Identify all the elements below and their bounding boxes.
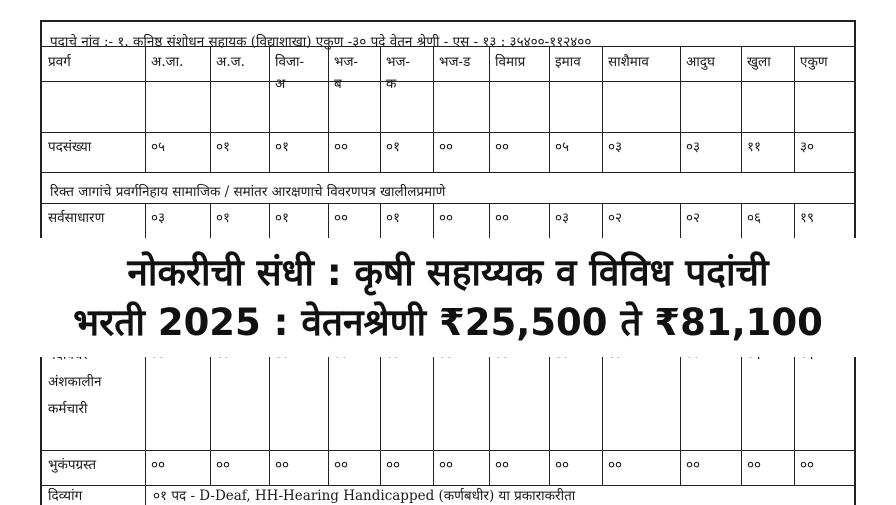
table-cell: ००	[334, 139, 349, 155]
column-header: क	[386, 76, 397, 92]
column-divider	[328, 46, 329, 172]
table-cell: ००	[334, 457, 349, 473]
row-divider	[42, 81, 854, 82]
table-cell: ००	[686, 457, 701, 473]
column-header: भज-	[334, 54, 359, 70]
table-cell: ००	[800, 457, 815, 473]
row-label: अंशकालीन	[48, 374, 102, 390]
row-divider	[42, 132, 854, 133]
table-cell: ०१	[386, 139, 401, 155]
column-divider	[145, 46, 146, 172]
row-divider	[42, 485, 854, 486]
column-header: विजा-	[275, 54, 305, 70]
column-divider	[433, 46, 434, 172]
table-cell: ०१	[275, 139, 290, 155]
table-cell: ००	[495, 139, 510, 155]
table-cell: ०३	[608, 139, 623, 155]
headline-banner	[0, 238, 896, 357]
table-cell: ००	[386, 457, 401, 473]
column-header: अ.ज.	[216, 54, 245, 70]
table-cell: ०१	[216, 139, 231, 155]
row-label: पदसंख्या	[48, 139, 92, 155]
row-divider	[42, 203, 854, 204]
row-label: कर्मचारी	[48, 401, 88, 417]
table-cell: ०१	[386, 210, 401, 226]
table-cell: ००	[439, 457, 454, 473]
column-divider	[549, 46, 550, 172]
column-header: विमाप्र	[495, 54, 526, 70]
table-cell: ००	[495, 457, 510, 473]
table-cell: ०६	[747, 210, 762, 226]
table-cell: १९	[800, 210, 815, 226]
table-cell: ०३	[555, 210, 570, 226]
table-cell: ३०	[800, 139, 815, 155]
column-divider	[269, 46, 270, 172]
table-cell: ०१	[275, 210, 290, 226]
column-divider	[210, 46, 211, 172]
table-cell: ००	[608, 457, 623, 473]
column-header: ब	[334, 76, 342, 92]
table-cell: ००	[275, 457, 290, 473]
row-label: सर्वसाधारण	[48, 210, 105, 226]
table-cell: ०२	[686, 210, 701, 226]
disability-note: ०१ पद - D-Deaf, HH-Hearing Handicapped (कर्णबधीर) या प्रकाराकरीता	[153, 488, 576, 504]
table-cell: ००	[495, 210, 510, 226]
row-divider	[42, 46, 854, 47]
column-header: इमाव	[555, 54, 581, 70]
column-header: आदुघ	[686, 54, 715, 70]
table-cell: ११	[747, 139, 762, 155]
table-cell: ००	[216, 457, 231, 473]
column-header: साशैमाव	[608, 54, 649, 70]
column-divider	[741, 46, 742, 172]
row-label: भुकंपग्रस्त	[48, 457, 97, 473]
column-divider	[680, 46, 681, 172]
column-header: भज-ड	[439, 54, 471, 70]
row-divider	[42, 172, 854, 173]
column-divider	[380, 46, 381, 172]
table-cell: ००	[439, 139, 454, 155]
column-divider	[794, 46, 795, 172]
column-header: खुला	[747, 54, 771, 70]
column-header: अ.जा.	[151, 54, 184, 70]
column-header: भज-	[386, 54, 411, 70]
table-cell: ०२	[608, 210, 623, 226]
table-cell: ०३	[686, 139, 701, 155]
reservation-note: रिक्त जागांचे प्रवर्गनिहाय सामाजिक / समांतर आरक्षणाचे विवरणपत्र खालीलप्रमाणे	[50, 184, 446, 200]
row-divider	[42, 450, 854, 451]
column-header: प्रवर्ग	[48, 54, 71, 70]
table-cell: ००	[555, 457, 570, 473]
table-cell: ००	[151, 457, 166, 473]
table-cell: ००	[439, 210, 454, 226]
post-header: पदाचे नांव :- १. कनिष्ठ संशोधन सहायक (विद्याशाखा) एकुण -३० पदे वेतन श्रेणी - एस - १३ : ३५४००-११२४००	[50, 34, 592, 50]
column-divider	[145, 485, 146, 505]
table-cell: ०१	[216, 210, 231, 226]
table-cell: ००	[747, 457, 762, 473]
column-divider	[489, 46, 490, 172]
table-cell: ०५	[555, 139, 570, 155]
column-header: एकुण	[800, 54, 828, 70]
column-divider	[602, 46, 603, 172]
column-header: अ	[275, 76, 286, 92]
table-cell: ०३	[151, 210, 166, 226]
headline-line-2: भरती 2025 : वेतनश्रेणी ₹25,500 ते ₹81,100	[73, 300, 823, 344]
table-cell: ०५	[151, 139, 166, 155]
row-label: दिव्यांग	[48, 488, 83, 504]
table-cell: ००	[334, 210, 349, 226]
headline-line-1: नोकरीची संधी : कृषी सहाय्यक व विविध पदांची	[127, 250, 769, 294]
